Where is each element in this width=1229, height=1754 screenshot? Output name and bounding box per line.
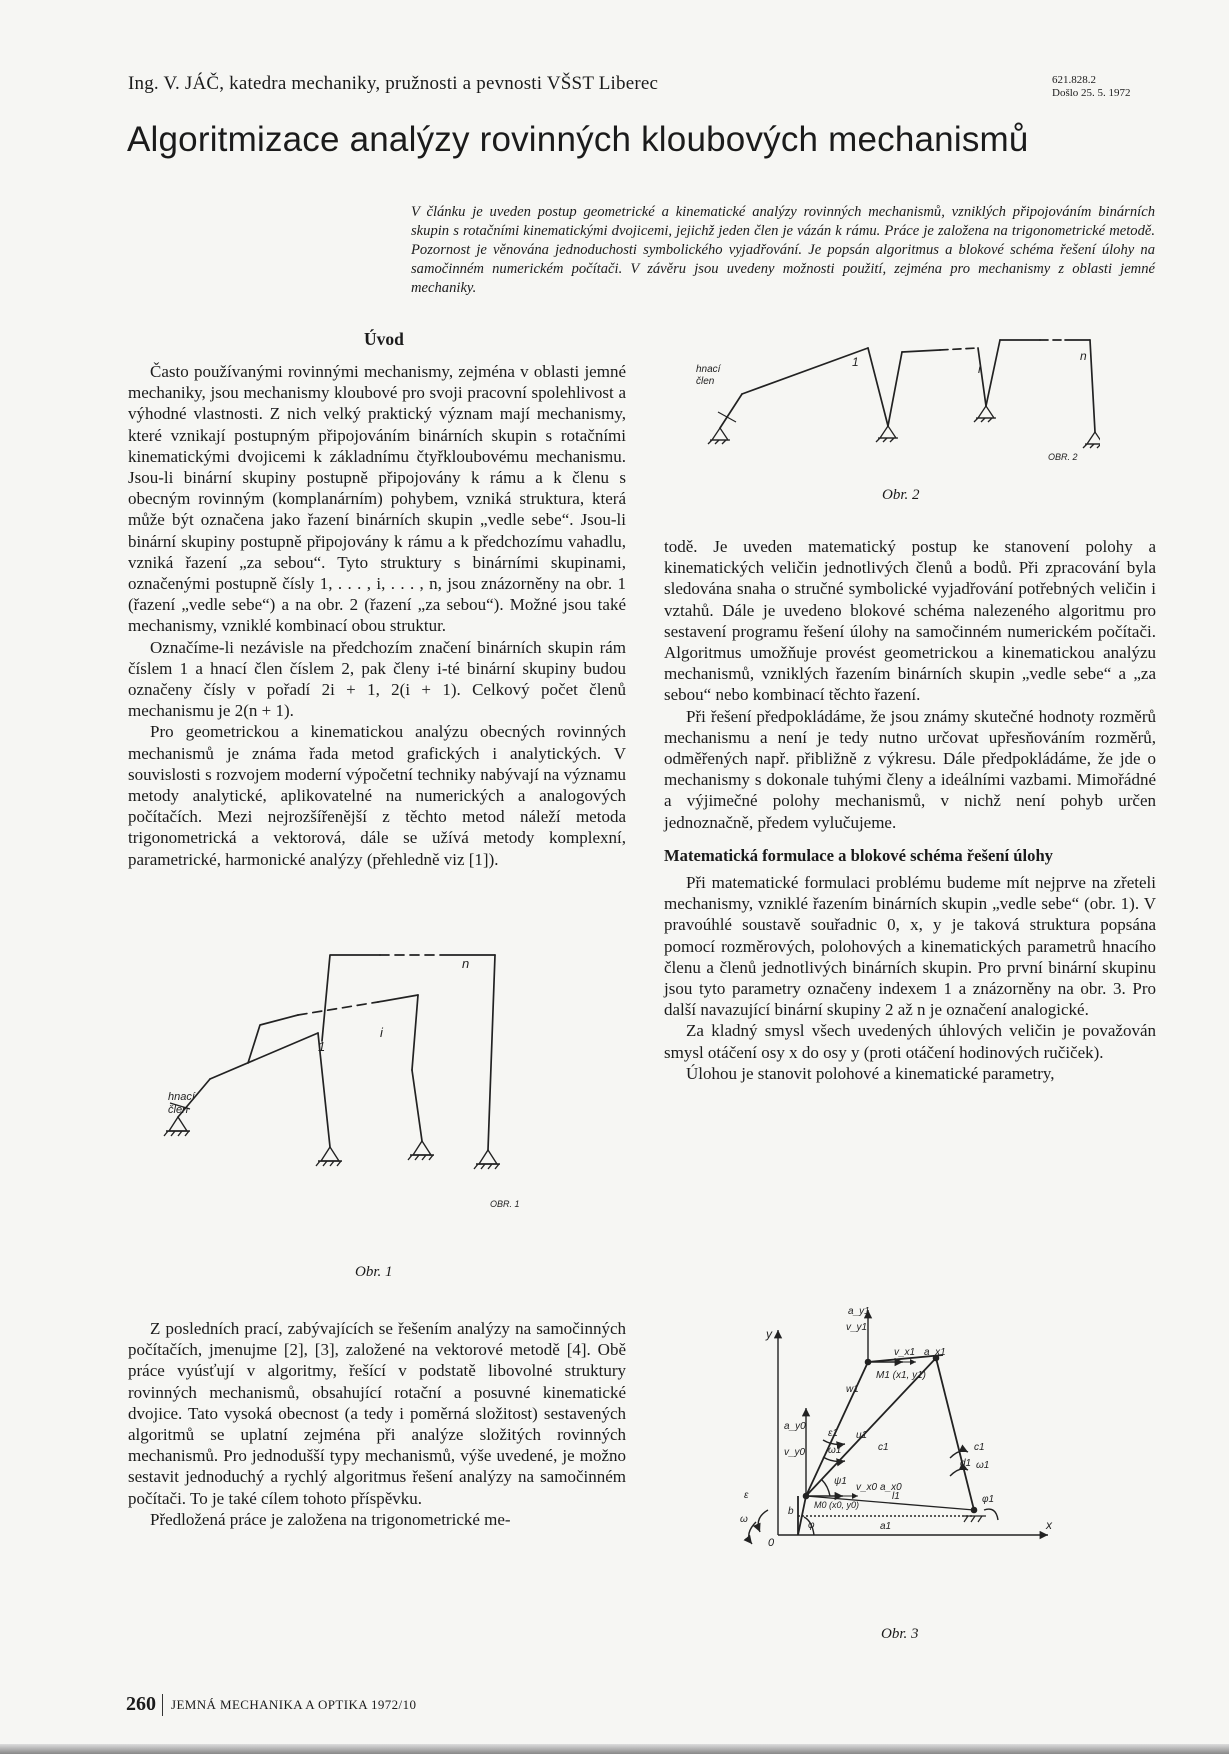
section-heading-intro: Úvod [364, 329, 404, 349]
received-date: Došlo 25. 5. 1972 [1052, 87, 1131, 99]
fig3-w1: w1 [846, 1384, 859, 1395]
paragraph: Z posledních prací, zabývajících se řešením analýzy na samočinných počítačích, jmenujme [2], [3], založené na vektorové metodě [4]. Obě práce vyúsťují v algoritmy, řešící v podstatě libovolné struktury rovinných mechanismů, obsahující rotační a posuvné kinematické dvojice. Tato vysoká obecnost (a tedy i poměrná složitost) sestavených algoritmů se uplatní zejména při analýze složitých rovinných mechanismů. Pro jednodušší typy mechanismů, výše uvedené, je možno sestavit jednoduchý a rychlý algoritmus řešení analýzy na samočinném počítači. To je také cílem tohoto příspěvku. [128, 1319, 626, 1508]
fig3-vy1: v_y1 [846, 1322, 868, 1333]
fig3-om1r: ω1 [976, 1460, 990, 1471]
paragraph: Často používanými rovinnými mechanismy, zejména v oblasti jemné mechaniky, jsou mechanismy kloubové pro svoji pracovní spolehlivost a výhodné vlastnosti. Z nich velký praktický význam mají mechanismy, které vznikají postupným připojováním binárních skupin s rotačními kinematickými dvojicemi k základnímu čtyřkloubovému mechanismu. Jsou-li binární skupiny postupně připojovány k rámu a k členu s obecným rovinným (komplanárním) pohybem, vzniká struktura, která může být označena jako řazení binárních skupin „vedle sebe“. Jsou-li binární skupiny postupně připojovány k rámu a k předchozímu vahadlu, vzniká řazení „za sebou“. Tyto struktury s binárními skupinami, označenými postupně čísly 1, . . . , i, . . . , n, jsou znázorněny na obr. 1 (řazení „vedle sebe“) a na obr. 2 (řazení „za sebou“). Možné jsou také mechanismy, vzniklé kombinací obou struktur. [128, 362, 626, 636]
udc-number: 621.828.2 [1052, 74, 1096, 86]
paragraph: Za kladný smysl všech uvedených úhlových veličin je považován smysl otáčení osy x do osy y (proti otáčení hodinových ručiček). [664, 1021, 1156, 1062]
fig3-m1: M1 (x1, y1) [876, 1370, 927, 1381]
paragraph: Předložená práce je založena na trigonometrické me- [150, 1509, 511, 1529]
fig2-label-i: i [978, 362, 981, 376]
fig1-label-drive: hnací [168, 1091, 195, 1103]
figure-1-caption: Obr. 1 [355, 1264, 393, 1280]
fig3-x: x [1046, 1518, 1052, 1532]
figure-2-caption: Obr. 2 [882, 487, 920, 503]
fig1-label-n: n [462, 956, 470, 971]
fig2-label-n: n [1080, 349, 1087, 363]
fig2-tag: OBR. 2 [1048, 452, 1078, 462]
udc-code [1052, 74, 1131, 100]
fig3-om: ω [740, 1514, 748, 1525]
paragraph: Úlohou je stanovit polohové a kinematické parametry, [686, 1063, 1055, 1083]
fig3-y: y [766, 1327, 772, 1341]
fig3-phi: φ [808, 1520, 815, 1531]
fig1-tag: OBR. 1 [490, 1199, 520, 1209]
paragraph: Při řešení předpokládáme, že jsou známy skutečné hodnoty rozměrů mechanismu a není je tedy nutno určovat upřesňováním rozměrů, odměřených např. přibližně z výkresu. Dále předpokládáme, že jde o mechanismy s dokonale tuhými členy a ideálními vazbami. Mimořádné a výjimečné polohy mechanismů, v nichž není pohyb určen jednoznačně, předem vylučujeme. [664, 706, 1156, 832]
author-line: Ing. V. JÁČ, katedra mechaniky, pružnosti a pevnosti VŠST Liberec [128, 73, 659, 94]
fig3-m0: M0 (x0, y0) [814, 1500, 860, 1510]
fig3-axo: a_x0 [880, 1482, 902, 1493]
abstract: V článku je uveden postup geometrické a kinematické analýzy rovinných mechanismů, vzniklých připojováním binárních skupin s rotačními kinematickými dvojicemi, jejichž jeden člen je vázán k rámu. Práce je založena na trigonometrické metodě. Pozornost je věnována jednoduchosti symbolického vyjadřování. Je popsán algoritmus a blokové schéma řešení úlohy na samočinném numerickém počítači. V závěru jsou uvedeny možnosti použití, zejména pro mechanismy z oblasti jemné mechaniky. [411, 204, 1155, 296]
fig3-origin: 0 [768, 1537, 775, 1549]
figure-3 [728, 1300, 1078, 1555]
article-title: Algoritmizace analýzy rovinných kloubových mechanismů [127, 120, 1029, 159]
fig3-c1: c1 [878, 1442, 889, 1453]
scan-edge [0, 1744, 1229, 1754]
figure-1-final [140, 945, 600, 1260]
fig3-psi1: ψ1 [834, 1476, 847, 1487]
page-number: 260 [126, 1693, 156, 1715]
fig3-l1: l1 [892, 1491, 900, 1502]
paragraph: Pro geometrickou a kinematickou analýzu obecných rovinných mechanismů je známa řada metod grafických i analytických. V souvislosti s rozvojem moderní výpočetní techniky nabývají na významu metody analytické, aplikovatelné na numerických a analogových počítačích. Mezi nejrozšířenější z těchto metod náleží metoda trigonometrická a vektorová, dále se užívá metody komplexní, parametrické, harmonické analýzy (přehledně viz [1]). [128, 722, 626, 869]
journal-name: JEMNÁ MECHANIKA A OPTIKA 1972/10 [171, 1696, 417, 1712]
fig2-label-1: 1 [852, 355, 859, 369]
fig3-d1: d1 [960, 1458, 972, 1469]
fig3-eps: ε [744, 1490, 749, 1501]
fig3-b: b [788, 1506, 794, 1517]
column-1-bottom [128, 1318, 626, 1530]
fig1-label-i: i [380, 1025, 383, 1040]
fig3-u1: u1 [856, 1430, 868, 1441]
figure-3-caption: Obr. 3 [881, 1626, 919, 1642]
fig3-vx1: v_x1 [894, 1347, 916, 1358]
fig3-ayo: a_y0 [784, 1421, 806, 1432]
column-1-top [128, 361, 626, 870]
fig3-om1: ω1 [828, 1445, 842, 1456]
footer-divider [162, 1694, 163, 1716]
paragraph: Při matematické formulaci problému budeme mít nejprve na zřeteli mechanismy, vzniklé řazením binárních skupin „vedle sebe“ (obr. 1). V pravoúhlé soustavě souřadnic 0, x, y je taková struktura popsána pomocí rozměrových, polohových a kinematických parametrů hnacího členu a členů jednotlivých binárních skupin. Pro první binární skupinu jsou tyto parametry označeny indexem 1 a znázorněny na obr. 3. Pro další navazující binární skupiny 2 až n je označení analogické. [664, 873, 1156, 1020]
fig3-c1r: c1 [974, 1442, 985, 1453]
fig3-vyo: v_y0 [784, 1447, 806, 1458]
fig3-a1: a1 [880, 1521, 892, 1532]
figure-2 [660, 328, 1100, 473]
paragraph: Označíme-li nezávisle na předchozím značení binárních skupin rám číslem 1 a hnací člen číslem 2, pak členy i-té binární skupiny budou označeny čísly v pořadí 2i + 1, 2(i + 1). Celkový počet členů mechanismu je 2(n + 1). [128, 637, 626, 721]
fig3-phi1: φ1 [982, 1494, 995, 1505]
column-2 [664, 536, 1156, 1084]
fig1-label-member: člen [168, 1104, 189, 1116]
fig3-vxo: v_x0 [856, 1482, 878, 1493]
page-footer [126, 1693, 416, 1716]
fig3-eps1: ε1 [828, 1428, 838, 1439]
fig3-ax1: a_x1 [924, 1347, 946, 1358]
fig3-ay1: a_y1 [848, 1306, 870, 1317]
fig1-label-1: 1 [318, 1039, 326, 1054]
paragraph: todě. Je uveden matematický postup ke stanovení polohy a kinematických veličin jednotlivých členů a bodů. Při zpracování byla sledována snaha o stručné symbolické vyjadřování potřebných veličin i vztahů. Dále je uvedeno blokové schéma nalezeného algoritmu pro sestavení programu řešení úlohy na samočinném numerickém počítači. Algoritmus umožňuje provést geometrickou a kinematickou analýzu mechanismů, vzniklých řazením binárních skupin „vedle sebe“ a „za sebou“ nebo kombinací těchto řazení. [664, 537, 1156, 705]
section-heading-math: Matematická formulace a blokové schéma řešení úlohy [664, 845, 1053, 865]
fig2-label-drive: hnací [696, 364, 721, 375]
fig2-label-member: člen [696, 376, 715, 387]
